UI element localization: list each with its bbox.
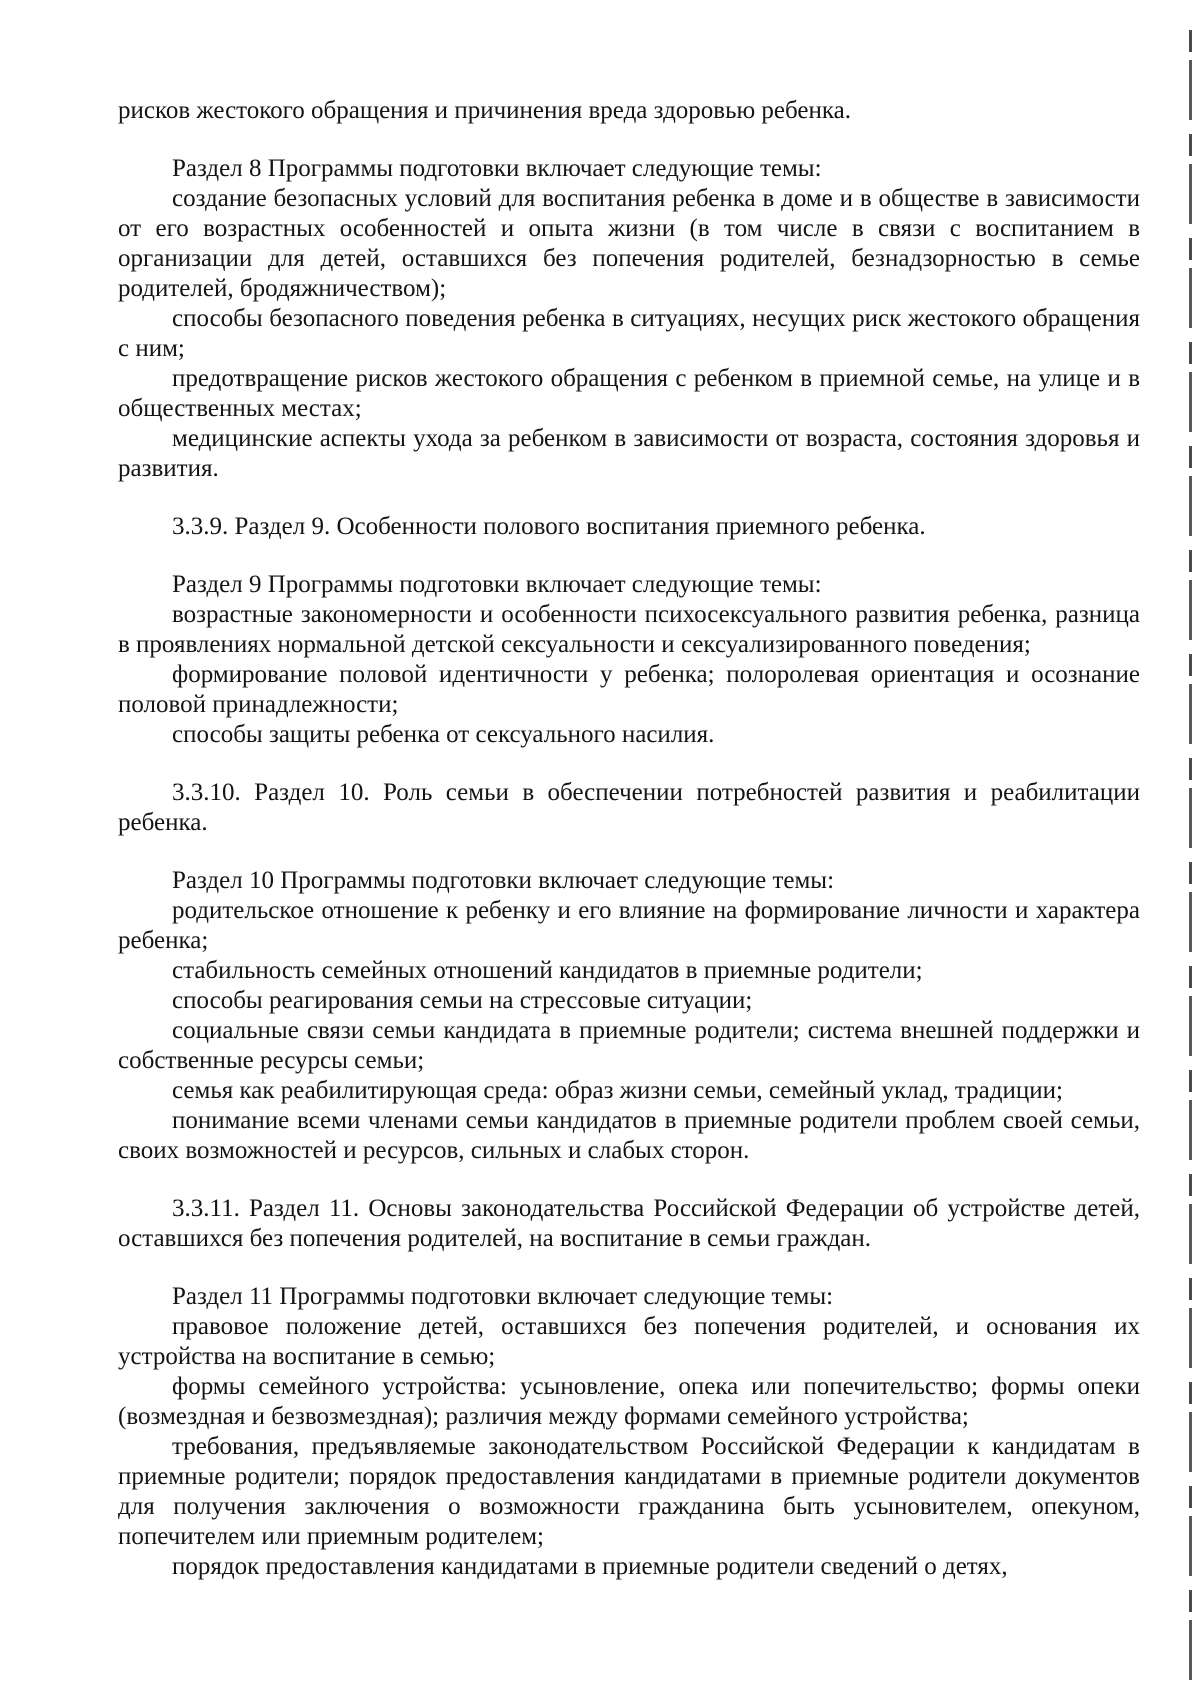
section-intro: Раздел 9 Программы подготовки включает следующие темы: (172, 571, 822, 598)
document-body (118, 96, 1140, 1582)
list-item: стабильность семейных отношений кандидатов в приемные родители; (172, 957, 923, 984)
list-item: способы безопасного поведения ребенка в ситуациях, несущих риск жестокого обращения с ним; (118, 305, 1140, 362)
section-heading: 3.3.11. Раздел 11. Основы законодательства Российской Федерации об устройстве детей, оставшихся без попечения родителей, на воспитание в семьи граждан. (118, 1195, 1140, 1252)
list-item: способы защиты ребенка от сексуального насилия. (172, 721, 715, 748)
scan-edge-artifact (1189, 30, 1192, 1680)
section-heading: 3.3.10. Раздел 10. Роль семьи в обеспечении потребностей развития и реабилитации ребенка. (118, 779, 1140, 836)
list-item: родительское отношение к ребенку и его влияние на формирование личности и характера ребенка; (118, 897, 1140, 954)
list-item: требования, предъявляемые законодательством Российской Федерации к кандидатам в приемные родители; порядок предоставления кандидатами в приемные родители документов для получения заключения о возможности гражданина быть усыновителем, опекуном, попечителем или приемным родителем; (118, 1433, 1140, 1550)
section-intro: Раздел 8 Программы подготовки включает следующие темы: (172, 155, 822, 182)
list-item: формирование половой идентичности у ребенка; полоролевая ориентация и осознание половой принадлежности; (118, 661, 1140, 718)
section-intro: Раздел 11 Программы подготовки включает следующие темы: (172, 1283, 834, 1310)
list-item: возрастные закономерности и особенности психосексуального развития ребенка, разница в проявлениях нормальной детской сексуальности и сексуализированного поведения; (118, 601, 1140, 658)
list-item: медицинские аспекты ухода за ребенком в зависимости от возраста, состояния здоровья и развития. (118, 425, 1140, 482)
list-item: понимание всеми членами семьи кандидатов в приемные родители проблем своей семьи, своих возможностей и ресурсов, сильных и слабых сторон. (118, 1107, 1140, 1164)
list-item: порядок предоставления кандидатами в приемные родители сведений о детях, (172, 1553, 1008, 1580)
list-item: формы семейного устройства: усыновление, опека или попечительство; формы опеки (возмездная и безвозмездная); различия между формами семейного устройства; (118, 1373, 1140, 1430)
paragraph: рисков жестокого обращения и причинения вреда здоровью ребенка. (118, 97, 851, 124)
list-item: семья как реабилитирующая среда: образ жизни семьи, семейный уклад, традиции; (172, 1077, 1063, 1104)
list-item: предотвращение рисков жестокого обращения с ребенком в приемной семье, на улице и в общественных местах; (118, 365, 1140, 422)
list-item: создание безопасных условий для воспитания ребенка в доме и в обществе в зависимости от его возрастных особенностей и опыта жизни (в том числе в связи с воспитанием в организации для детей, оставшихся без попечения родителей, безнадзорностью в семье родителей, бродяжничеством); (118, 185, 1140, 302)
list-item: социальные связи семьи кандидата в приемные родители; система внешней поддержки и собственные ресурсы семьи; (118, 1017, 1140, 1074)
section-heading: 3.3.9. Раздел 9. Особенности полового воспитания приемного ребенка. (172, 513, 926, 540)
section-intro: Раздел 10 Программы подготовки включает следующие темы: (172, 867, 835, 894)
list-item: правовое положение детей, оставшихся без попечения родителей, и основания их устройства на воспитание в семью; (118, 1313, 1140, 1370)
list-item: способы реагирования семьи на стрессовые ситуации; (172, 987, 753, 1014)
